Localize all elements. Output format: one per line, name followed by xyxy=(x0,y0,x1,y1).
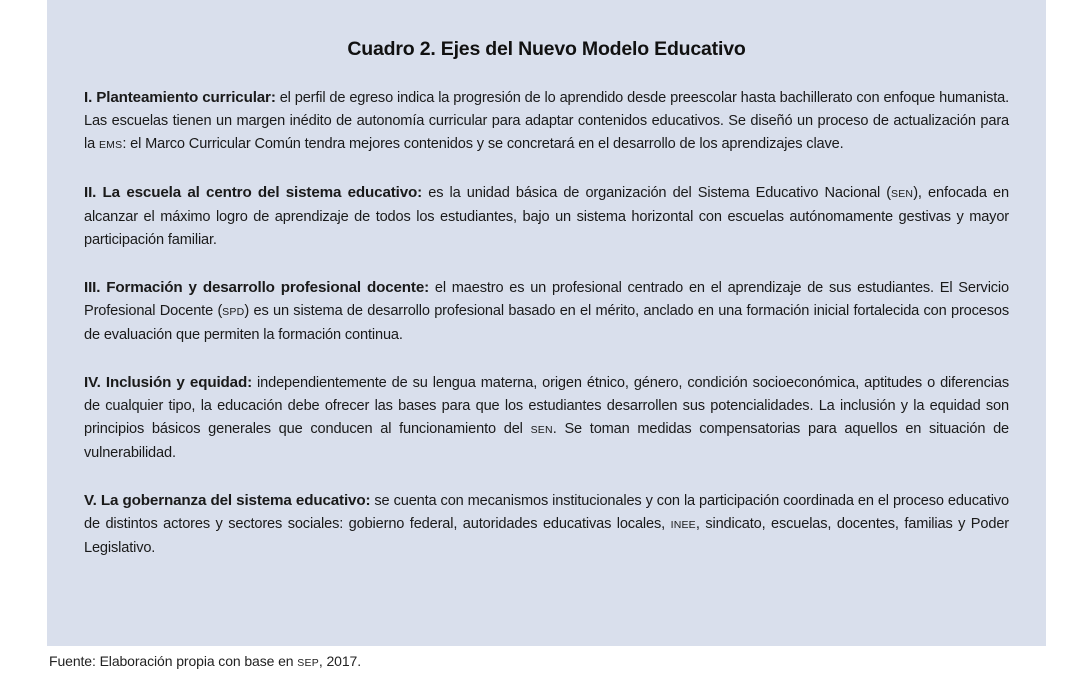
section-text: se cuenta con mecanismos institucionales y con la participación coordinada en el proceso educativo de distintos actores y sectores sociales: gobierno federal, autoridades educativas locales, xyxy=(84,493,1009,532)
abbreviation: SEN xyxy=(530,424,553,436)
section-escuela xyxy=(84,181,1009,252)
abbreviation: SEN xyxy=(891,188,914,200)
section-text: : el Marco Curricular Común tendra mejores contenidos y se concretará en el desarrollo de los aprendizajes clave. xyxy=(122,136,844,152)
section-heading: II. La escuela al centro del sistema educativo: xyxy=(84,184,423,201)
source-note xyxy=(49,653,361,669)
section-text: el maestro es un profesional centrado en el aprendizaje de sus estudiantes. El Servicio Profesional Docente ( xyxy=(84,280,1009,319)
abbreviation: INEE xyxy=(670,519,696,531)
section-inclusion xyxy=(84,371,1009,465)
section-text: el perfil de egreso indica la progresión de lo aprendido desde preescolar hasta bachillerato con enfoque humanista. Las escuelas tienen un margen inédito de autonomía curricular para adaptar contenidos educativos. Se diseñó un proceso de actualización para la xyxy=(84,90,1010,152)
table-box xyxy=(47,0,1046,646)
source-text: , 2017. xyxy=(318,653,362,669)
section-formacion xyxy=(84,276,1009,347)
section-heading: III. Formación y desarrollo profesional docente: xyxy=(84,279,430,296)
source-text: Fuente: Elaboración propia con base en xyxy=(49,653,298,669)
section-gobernanza xyxy=(84,489,1009,560)
abbreviation: SEP xyxy=(297,657,319,669)
section-text: independientemente de su lengua materna, origen étnico, género, condición socioeconómica, aptitudes o diferencias de cualquier tipo, la educación debe ofrecer las bases para que los estudiantes desarrollen sus potencialidades. La inclusión y la equidad son principios básicos generales que conducen al funcionamiento del xyxy=(84,375,1009,437)
section-text: es la unidad básica de organización del Sistema Educativo Nacional ( xyxy=(422,185,892,201)
section-text: . Se toman medidas compensatorias para aquellos en situación de vulnerabilidad. xyxy=(84,421,1010,461)
section-heading: IV. Inclusión y equidad: xyxy=(84,374,253,391)
section-text: ) es un sistema de desarrollo profesional basado en el mérito, anclado en una formación inicial fortalecida con procesos de evaluación que permiten la formación continua. xyxy=(84,303,1010,343)
abbreviation: SPD xyxy=(222,306,245,318)
section-curricular xyxy=(84,86,1009,157)
section-heading: I. Planteamiento curricular: xyxy=(84,89,276,106)
box-title: Cuadro 2. Ejes del Nuevo Modelo Educativo xyxy=(347,38,746,60)
abbreviation: EMS xyxy=(98,139,123,151)
section-text: ), enfocada en alcanzar el máximo logro de aprendizaje de todos los estudiantes, bajo un sistema horizontal con escuelas autónomamente gestivas y mayor participación familiar. xyxy=(84,185,1009,248)
section-heading: V. La gobernanza del sistema educativo: xyxy=(84,492,371,509)
section-text: , sindicato, escuelas, docentes, familias y Poder Legislativo. xyxy=(84,516,1009,556)
